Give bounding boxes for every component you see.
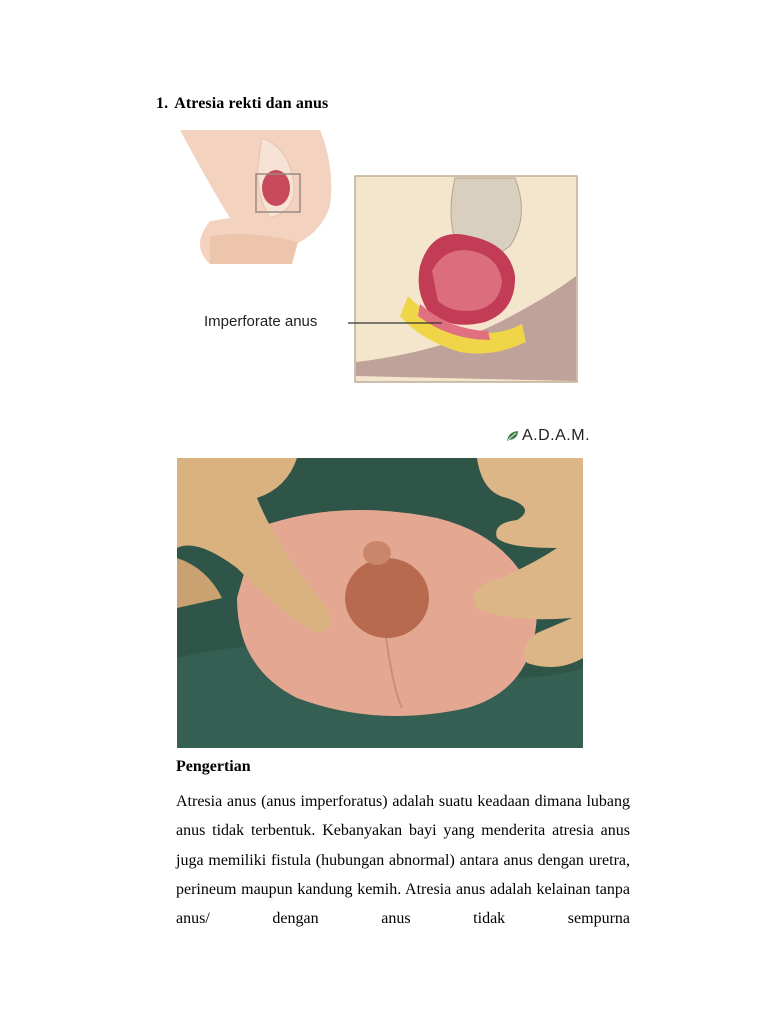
overview-rectum (262, 170, 290, 206)
section-paragraph: Atresia anus (anus imperforatus) adalah suatu keadaan dimana lubang anus tidak terbentuk. Kebanyakan bayi yang menderita atresia anus juga memiliki fistula (hubungan abnormal) antara anus dengan uretra, perineum maupun kandung kemih. Atresia anus adalah kelainan tanpa anus/ dengan anus tidak sempurna (176, 793, 630, 928)
clinical-photo (177, 458, 583, 748)
logo-text: A.D.A.M. (522, 427, 591, 444)
photo-penis (363, 541, 391, 565)
photo-drawing (177, 458, 583, 748)
illustration-drawing (170, 126, 610, 448)
heading-title: Atresia rekti dan anus (174, 95, 329, 112)
anatomy-illustration (170, 126, 610, 448)
heading-number: 1. (156, 95, 169, 112)
section-title: Pengertian (176, 758, 251, 775)
leaf-icon (506, 430, 520, 442)
section-heading (156, 95, 328, 113)
callout-label: Imperforate anus (204, 313, 318, 330)
photo-scrotum (345, 558, 429, 638)
adam-logo (506, 427, 590, 445)
